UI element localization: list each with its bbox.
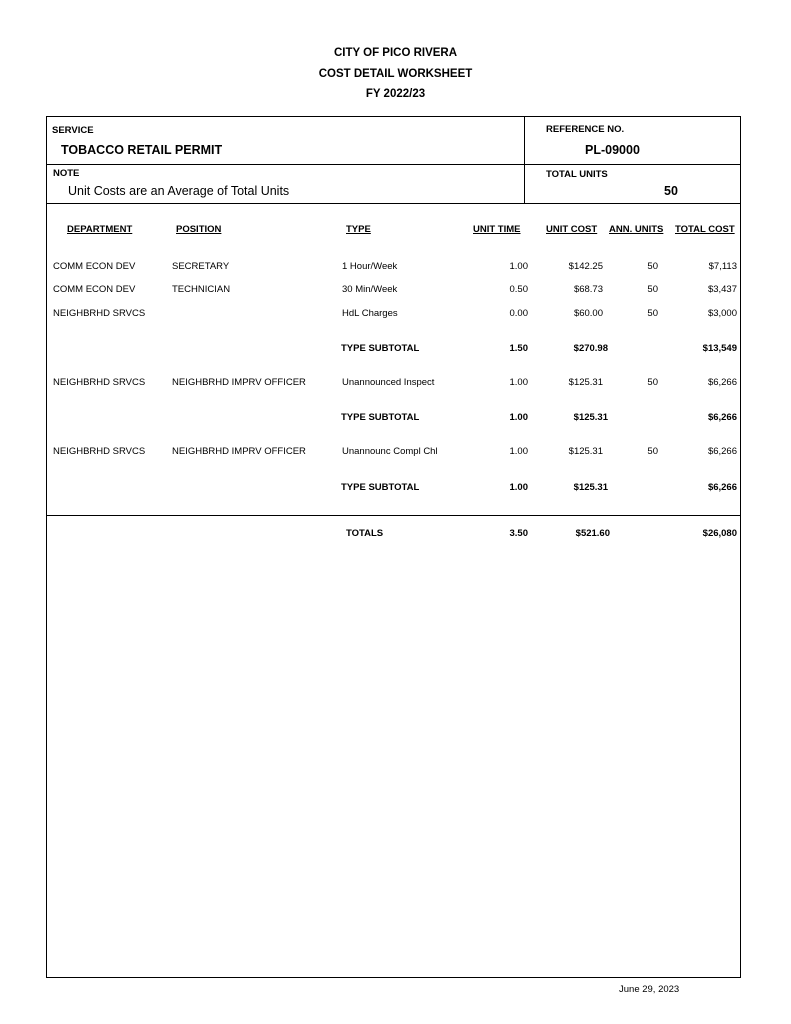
col-ann-units: ANN. UNITS <box>609 224 664 235</box>
subtotal3-total-cost: $6,266 <box>707 482 737 493</box>
row7-position: NEIGHBRHD IMPRV OFFICER <box>172 446 306 457</box>
row2-unit-time: 0.50 <box>509 284 528 295</box>
row3-ann-units: 50 <box>647 308 658 319</box>
row1-unit-time: 1.00 <box>509 261 528 272</box>
col-position: POSITION <box>176 224 222 235</box>
row5-total-cost: $6,266 <box>707 377 737 388</box>
row5-unit-time: 1.00 <box>509 377 528 388</box>
subtotal1-unit-cost: $270.98 <box>573 343 608 354</box>
row1-position: SECRETARY <box>172 261 230 272</box>
row7-total-cost: $6,266 <box>707 446 737 457</box>
service-label: SERVICE <box>52 125 94 136</box>
fiscal-year: FY 2022/23 <box>365 88 426 100</box>
header-bottom-divider <box>46 203 741 204</box>
row5-position: NEIGHBRHD IMPRV OFFICER <box>172 377 306 388</box>
frame-left-border <box>46 116 47 978</box>
row2-ann-units: 50 <box>647 284 658 295</box>
row7-unit-time: 1.00 <box>509 446 528 457</box>
header-column-divider <box>524 116 525 204</box>
row7-department: NEIGHBRHD SRVCS <box>53 446 146 457</box>
subtotal1-unit-time: 1.50 <box>509 343 528 354</box>
col-unit-cost: UNIT COST <box>546 224 598 235</box>
subtotal1-label: TYPE SUBTOTAL <box>341 343 420 354</box>
service-name: TOBACCO RETAIL PERMIT <box>61 143 223 157</box>
total-units-label: TOTAL UNITS <box>546 169 608 180</box>
subtotal1-total-cost: $13,549 <box>702 343 737 354</box>
totals-total-cost: $26,080 <box>702 528 737 539</box>
total-units-value: 50 <box>664 184 678 198</box>
row3-department: NEIGHBRHD SRVCS <box>53 308 146 319</box>
row5-department: NEIGHBRHD SRVCS <box>53 377 146 388</box>
row2-type: 30 Min/Week <box>342 284 398 295</box>
row1-unit-cost: $142.25 <box>568 261 603 272</box>
row3-unit-cost: $60.00 <box>573 308 603 319</box>
note-text: Unit Costs are an Average of Total Units <box>68 184 290 198</box>
worksheet-title: COST DETAIL WORKSHEET <box>318 68 473 80</box>
row3-total-cost: $3,000 <box>707 308 737 319</box>
col-department: DEPARTMENT <box>67 224 133 235</box>
row5-ann-units: 50 <box>647 377 658 388</box>
row3-type: HdL Charges <box>342 308 398 319</box>
row2-total-cost: $3,437 <box>707 284 737 295</box>
note-label: NOTE <box>53 168 80 179</box>
totals-label: TOTALS <box>346 528 384 539</box>
col-type: TYPE <box>346 224 371 235</box>
row1-ann-units: 50 <box>647 261 658 272</box>
reference-number: PL-09000 <box>585 143 640 157</box>
row1-type: 1 Hour/Week <box>342 261 398 272</box>
frame-bottom-border <box>46 977 741 978</box>
totals-divider <box>46 515 741 516</box>
row7-type: Unannounc Compl Chl <box>342 446 438 457</box>
row1-total-cost: $7,113 <box>708 261 737 272</box>
subtotal3-unit-time: 1.00 <box>509 482 528 493</box>
row2-unit-cost: $68.73 <box>573 284 603 295</box>
footer-date: June 29, 2023 <box>619 984 680 995</box>
frame-top-border <box>46 116 741 117</box>
city-name: CITY OF PICO RIVERA <box>333 47 458 59</box>
row2-position: TECHNICIAN <box>172 284 231 295</box>
row5-type: Unannounced Inspect <box>342 377 435 388</box>
row7-unit-cost: $125.31 <box>568 446 603 457</box>
reference-label: REFERENCE NO. <box>546 124 625 135</box>
totals-unit-time: 3.50 <box>509 528 528 539</box>
col-total-cost: TOTAL COST <box>675 224 735 235</box>
totals-unit-cost: $521.60 <box>575 528 610 539</box>
row7-ann-units: 50 <box>647 446 658 457</box>
subtotal2-unit-time: 1.00 <box>509 412 528 423</box>
row3-unit-time: 0.00 <box>509 308 528 319</box>
subtotal2-total-cost: $6,266 <box>707 412 737 423</box>
frame-right-border <box>740 116 741 978</box>
subtotal2-label: TYPE SUBTOTAL <box>341 412 420 423</box>
subtotal3-label: TYPE SUBTOTAL <box>341 482 420 493</box>
row5-unit-cost: $125.31 <box>568 377 603 388</box>
service-note-divider <box>46 164 741 165</box>
subtotal2-unit-cost: $125.31 <box>573 412 608 423</box>
row2-department: COMM ECON DEV <box>53 284 136 295</box>
subtotal3-unit-cost: $125.31 <box>573 482 608 493</box>
row1-department: COMM ECON DEV <box>53 261 136 272</box>
col-unit-time: UNIT TIME <box>473 224 521 235</box>
